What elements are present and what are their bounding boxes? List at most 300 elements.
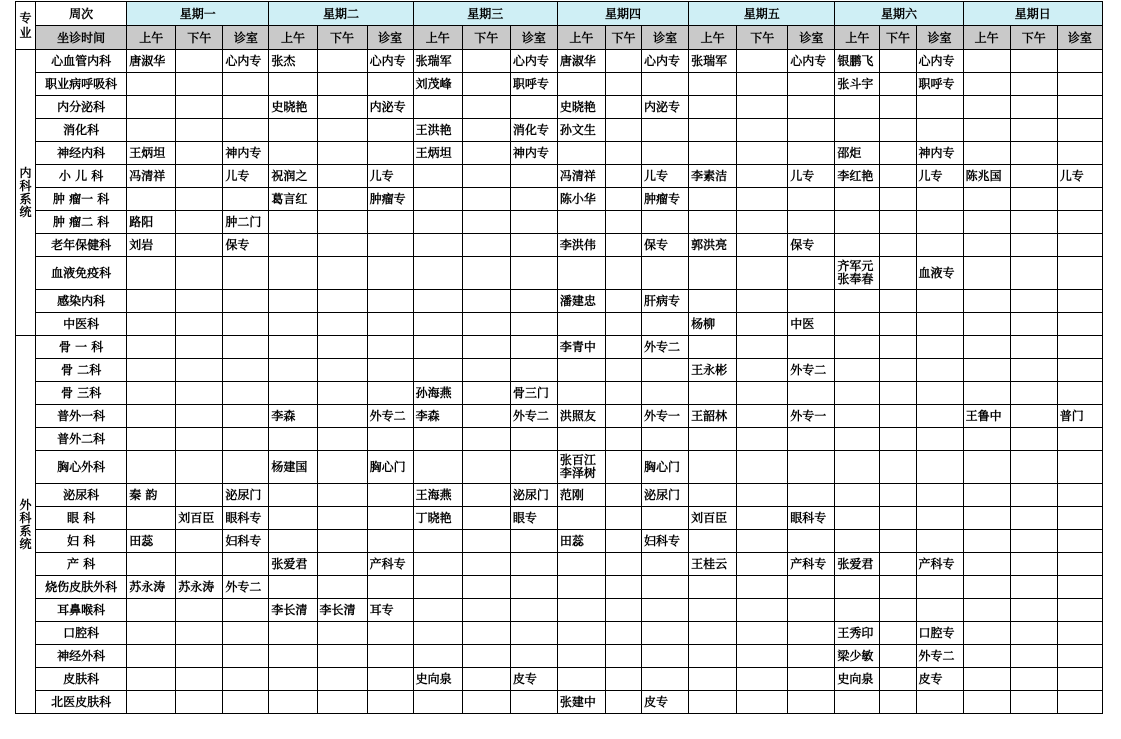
doctor-cell-am	[269, 234, 317, 257]
doctor-cell-pm	[737, 313, 788, 336]
header-day-5: 星期五	[689, 2, 835, 26]
doctor-cell-pm	[605, 165, 641, 188]
clinic-room-cell	[1057, 507, 1102, 530]
doctor-cell-pm	[317, 73, 367, 96]
doctor-cell-am	[963, 313, 1010, 336]
doctor-cell-am	[413, 530, 462, 553]
department-name: 消化科	[36, 119, 127, 142]
clinic-room-cell: 妇科专	[223, 530, 269, 553]
clinic-room-cell	[788, 142, 835, 165]
doctor-cell-am: 田蕊	[557, 530, 605, 553]
doctor-cell-pm	[605, 507, 641, 530]
doctor-cell-pm	[880, 73, 916, 96]
doctor-cell-am	[963, 645, 1010, 668]
doctor-cell-pm	[462, 691, 510, 714]
clinic-room-cell	[367, 234, 413, 257]
doctor-cell-am	[963, 691, 1010, 714]
doctor-cell-pm	[737, 188, 788, 211]
doctor-cell-pm	[176, 668, 223, 691]
clinic-room-cell: 心内专	[510, 50, 557, 73]
doctor-cell-pm	[737, 645, 788, 668]
clinic-room-cell: 外专二	[367, 405, 413, 428]
doctor-cell-am	[963, 119, 1010, 142]
doctor-cell-pm	[176, 691, 223, 714]
doctor-cell-pm	[880, 359, 916, 382]
clinic-room-cell	[642, 507, 689, 530]
doctor-cell-pm	[462, 119, 510, 142]
clinic-room-cell: 眼科专	[788, 507, 835, 530]
header-zhuanye: 专业	[16, 2, 36, 50]
doctor-cell-am	[127, 405, 176, 428]
doctor-cell-pm	[880, 234, 916, 257]
header-session-5-3: 诊室	[788, 26, 835, 50]
doctor-cell-am	[689, 119, 737, 142]
clinic-room-cell	[367, 507, 413, 530]
doctor-cell-pm	[605, 313, 641, 336]
clinic-room-cell: 胸心门	[367, 451, 413, 484]
doctor-cell-pm	[605, 119, 641, 142]
header-session-6-1: 上午	[835, 26, 880, 50]
clinic-room-cell: 产科专	[367, 553, 413, 576]
doctor-cell-am	[689, 290, 737, 313]
doctor-cell-pm	[605, 257, 641, 290]
doctor-cell-am: 王桂云	[689, 553, 737, 576]
clinic-room-cell: 外专二	[510, 405, 557, 428]
clinic-room-cell	[510, 576, 557, 599]
table-row	[16, 188, 1103, 211]
doctor-cell-pm	[317, 257, 367, 290]
doctor-name: 张百江	[559, 453, 596, 467]
doctor-cell-pm	[880, 451, 916, 484]
clinic-room-cell	[223, 359, 269, 382]
doctor-cell-pm	[1010, 50, 1057, 73]
doctor-cell-pm	[605, 234, 641, 257]
doctor-cell-pm	[880, 507, 916, 530]
doctor-cell-am	[835, 336, 880, 359]
doctor-cell-am	[127, 257, 176, 290]
system-label-neike: 内科系统	[16, 50, 36, 336]
doctor-cell-pm: 李长清	[317, 599, 367, 622]
clinic-room-cell	[223, 405, 269, 428]
doctor-cell-am	[269, 484, 317, 507]
clinic-room-cell: 血液专	[916, 257, 963, 290]
doctor-cell-am	[963, 484, 1010, 507]
clinic-room-cell	[367, 668, 413, 691]
clinic-room-cell	[916, 599, 963, 622]
department-name: 皮肤科	[36, 668, 127, 691]
clinic-room-cell	[510, 96, 557, 119]
doctor-cell-pm	[605, 576, 641, 599]
clinic-room-cell	[1057, 313, 1102, 336]
doctor-cell-am	[689, 336, 737, 359]
doctor-cell-am	[557, 382, 605, 405]
doctor-cell-pm	[605, 96, 641, 119]
clinic-room-cell	[642, 142, 689, 165]
clinic-room-cell	[223, 188, 269, 211]
doctor-cell-pm	[317, 313, 367, 336]
doctor-cell-pm	[737, 622, 788, 645]
clinic-room-cell: 心内专	[916, 50, 963, 73]
clinic-room-cell: 外专二	[642, 336, 689, 359]
clinic-room-cell	[510, 188, 557, 211]
doctor-cell-am	[127, 382, 176, 405]
clinic-room-cell	[1057, 645, 1102, 668]
department-name: 肿 瘤一 科	[36, 188, 127, 211]
doctor-cell-pm	[176, 257, 223, 290]
header-session-4-2: 下午	[605, 26, 641, 50]
doctor-cell-pm	[605, 530, 641, 553]
table-row	[16, 165, 1103, 188]
doctor-cell-pm	[176, 405, 223, 428]
doctor-cell-am	[835, 405, 880, 428]
doctor-cell-am: 李长清	[269, 599, 317, 622]
doctor-cell-pm	[737, 73, 788, 96]
clinic-room-cell	[367, 576, 413, 599]
clinic-room-cell: 胸心门	[642, 451, 689, 484]
doctor-cell-am	[835, 211, 880, 234]
doctor-cell-pm	[176, 428, 223, 451]
clinic-room-cell	[223, 313, 269, 336]
doctor-cell-pm	[605, 359, 641, 382]
clinic-room-cell	[367, 382, 413, 405]
clinic-room-cell	[642, 73, 689, 96]
doctor-cell-am	[413, 165, 462, 188]
department-name: 泌尿科	[36, 484, 127, 507]
doctor-cell-am	[689, 428, 737, 451]
doctor-cell-am	[127, 119, 176, 142]
doctor-cell-pm	[605, 484, 641, 507]
clinic-room-cell	[642, 576, 689, 599]
doctor-cell-pm	[605, 645, 641, 668]
doctor-cell-am: 丁晓艳	[413, 507, 462, 530]
clinic-room-cell	[367, 313, 413, 336]
doctor-cell-pm	[462, 507, 510, 530]
clinic-room-cell	[642, 313, 689, 336]
clinic-room-cell: 儿专	[223, 165, 269, 188]
department-name: 耳鼻喉科	[36, 599, 127, 622]
doctor-cell-pm	[1010, 290, 1057, 313]
clinic-room-cell	[223, 336, 269, 359]
doctor-name: 齐军元	[837, 259, 874, 273]
clinic-room-cell	[642, 359, 689, 382]
doctor-cell-pm	[317, 451, 367, 484]
table-row	[16, 336, 1103, 359]
doctor-cell-pm	[1010, 73, 1057, 96]
doctor-cell-pm	[737, 165, 788, 188]
doctor-cell-am: 刘岩	[127, 234, 176, 257]
clinic-room-cell	[223, 119, 269, 142]
clinic-room-cell	[1057, 691, 1102, 714]
department-name: 骨 三科	[36, 382, 127, 405]
doctor-cell-pm	[1010, 622, 1057, 645]
clinic-room-cell	[916, 530, 963, 553]
doctor-cell-pm	[462, 359, 510, 382]
doctor-cell-am	[963, 142, 1010, 165]
department-name: 中医科	[36, 313, 127, 336]
table-row	[16, 645, 1103, 668]
doctor-cell-am: 史晓艳	[269, 96, 317, 119]
clinic-room-cell: 儿专	[642, 165, 689, 188]
table-row	[16, 234, 1103, 257]
doctor-cell-pm	[737, 336, 788, 359]
clinic-room-cell	[1057, 234, 1102, 257]
doctor-cell-am	[413, 451, 462, 484]
doctor-cell-am	[269, 622, 317, 645]
doctor-cell-pm	[1010, 645, 1057, 668]
clinic-room-cell: 妇科专	[642, 530, 689, 553]
clinic-room-cell: 保专	[223, 234, 269, 257]
clinic-room-cell	[642, 553, 689, 576]
doctor-cell-am: 祝润之	[269, 165, 317, 188]
clinic-room-cell	[916, 451, 963, 484]
doctor-name: 李泽树	[559, 466, 596, 480]
doctor-cell-am	[127, 359, 176, 382]
doctor-cell-am: 张爱君	[269, 553, 317, 576]
doctor-cell-pm	[737, 691, 788, 714]
clinic-room-cell	[642, 622, 689, 645]
doctor-cell-pm	[462, 451, 510, 484]
clinic-room-cell	[367, 530, 413, 553]
clinic-room-cell	[1057, 359, 1102, 382]
doctor-cell-pm	[605, 73, 641, 96]
clinic-room-cell	[916, 211, 963, 234]
doctor-cell-am	[835, 359, 880, 382]
clinic-room-cell: 职呼专	[510, 73, 557, 96]
header-row-sessions	[16, 26, 1103, 50]
doctor-cell-am	[127, 668, 176, 691]
clinic-room-cell: 儿专	[367, 165, 413, 188]
doctor-cell-am	[835, 257, 880, 290]
doctor-cell-am: 路阳	[127, 211, 176, 234]
doctor-cell-am	[127, 691, 176, 714]
clinic-room-cell	[367, 428, 413, 451]
doctor-cell-pm	[880, 290, 916, 313]
clinic-room-cell	[367, 359, 413, 382]
table-row	[16, 599, 1103, 622]
header-session-6-3: 诊室	[916, 26, 963, 50]
doctor-cell-am	[963, 622, 1010, 645]
doctor-cell-am: 唐淑华	[557, 50, 605, 73]
clinic-room-cell	[916, 119, 963, 142]
clinic-room-cell	[1057, 96, 1102, 119]
clinic-room-cell	[788, 645, 835, 668]
doctor-cell-am: 秦 韵	[127, 484, 176, 507]
clinic-room-cell	[788, 257, 835, 290]
doctor-cell-am: 王秀印	[835, 622, 880, 645]
doctor-cell-pm	[317, 484, 367, 507]
clinic-room-cell: 外专一	[642, 405, 689, 428]
doctor-cell-am	[127, 313, 176, 336]
doctor-cell-pm	[880, 211, 916, 234]
doctor-cell-pm	[737, 553, 788, 576]
department-name: 胸心外科	[36, 451, 127, 484]
doctor-cell-am	[963, 73, 1010, 96]
doctor-cell-pm	[880, 428, 916, 451]
doctor-cell-pm	[462, 336, 510, 359]
doctor-cell-pm	[605, 336, 641, 359]
clinic-room-cell: 外专二	[788, 359, 835, 382]
doctor-cell-pm	[317, 142, 367, 165]
doctor-cell-am	[689, 622, 737, 645]
doctor-cell-am	[835, 691, 880, 714]
clinic-room-cell	[788, 530, 835, 553]
clinic-room-cell	[1057, 576, 1102, 599]
doctor-cell-am	[269, 507, 317, 530]
doctor-cell-pm	[176, 50, 223, 73]
doctor-cell-am	[689, 530, 737, 553]
table-row	[16, 507, 1103, 530]
doctor-cell-am	[689, 142, 737, 165]
doctor-cell-am	[413, 622, 462, 645]
clinic-room-cell: 泌尿门	[642, 484, 689, 507]
doctor-cell-am: 王永彬	[689, 359, 737, 382]
doctor-cell-am	[269, 73, 317, 96]
doctor-cell-pm	[737, 142, 788, 165]
doctor-cell-pm	[1010, 257, 1057, 290]
table-row	[16, 691, 1103, 714]
clinic-room-cell	[1057, 484, 1102, 507]
doctor-cell-pm	[880, 668, 916, 691]
clinic-room-cell: 皮专	[916, 668, 963, 691]
doctor-cell-am	[127, 507, 176, 530]
doctor-cell-am	[269, 290, 317, 313]
doctor-cell-am	[557, 599, 605, 622]
doctor-cell-am: 张斗宇	[835, 73, 880, 96]
doctor-cell-am	[963, 599, 1010, 622]
clinic-room-cell	[223, 553, 269, 576]
clinic-room-cell	[510, 599, 557, 622]
doctor-cell-pm	[176, 336, 223, 359]
doctor-cell-pm	[737, 96, 788, 119]
clinic-room-cell	[510, 290, 557, 313]
department-name: 普外一科	[36, 405, 127, 428]
doctor-cell-pm	[1010, 96, 1057, 119]
clinic-room-cell: 保专	[788, 234, 835, 257]
doctor-cell-am	[127, 553, 176, 576]
department-name: 北医皮肤科	[36, 691, 127, 714]
doctor-cell-am	[835, 382, 880, 405]
header-session-2-1: 上午	[269, 26, 317, 50]
doctor-cell-pm	[1010, 553, 1057, 576]
clinic-room-cell	[788, 576, 835, 599]
header-session-4-3: 诊室	[642, 26, 689, 50]
doctor-cell-pm	[1010, 451, 1057, 484]
doctor-cell-am: 王炳坦	[127, 142, 176, 165]
clinic-room-cell	[788, 668, 835, 691]
doctor-cell-am	[269, 691, 317, 714]
header-day-1: 星期一	[127, 2, 269, 26]
doctor-cell-am: 邵炬	[835, 142, 880, 165]
doctor-cell-pm	[880, 622, 916, 645]
doctor-cell-pm	[737, 382, 788, 405]
clinic-room-cell	[223, 622, 269, 645]
doctor-cell-pm	[605, 428, 641, 451]
clinic-room-cell	[367, 119, 413, 142]
doctor-cell-pm	[1010, 428, 1057, 451]
clinic-room-cell	[510, 165, 557, 188]
doctor-cell-am	[269, 382, 317, 405]
doctor-cell-pm	[1010, 668, 1057, 691]
doctor-cell-am: 王海燕	[413, 484, 462, 507]
table-row	[16, 428, 1103, 451]
clinic-room-cell	[510, 428, 557, 451]
doctor-cell-am	[835, 507, 880, 530]
doctor-cell-pm	[1010, 165, 1057, 188]
header-session-3-1: 上午	[413, 26, 462, 50]
doctor-cell-pm	[462, 484, 510, 507]
doctor-cell-pm	[176, 382, 223, 405]
doctor-cell-am	[557, 507, 605, 530]
clinic-room-cell	[1057, 382, 1102, 405]
doctor-name: 张奉春	[837, 272, 874, 286]
doctor-cell-am	[963, 530, 1010, 553]
clinic-room-cell: 皮专	[642, 691, 689, 714]
doctor-cell-pm	[737, 211, 788, 234]
doctor-cell-am	[689, 211, 737, 234]
table-row	[16, 451, 1103, 484]
clinic-room-cell	[788, 211, 835, 234]
doctor-cell-am: 苏永涛	[127, 576, 176, 599]
clinic-room-cell	[223, 691, 269, 714]
doctor-cell-am: 孙文生	[557, 119, 605, 142]
clinic-room-cell: 眼科专	[223, 507, 269, 530]
clinic-room-cell: 儿专	[788, 165, 835, 188]
header-day-6: 星期六	[835, 2, 963, 26]
doctor-cell-pm	[317, 428, 367, 451]
doctor-cell-pm	[176, 73, 223, 96]
doctor-cell-pm	[317, 507, 367, 530]
doctor-cell-pm	[605, 290, 641, 313]
doctor-cell-pm	[737, 668, 788, 691]
department-name: 产 科	[36, 553, 127, 576]
clinic-room-cell	[223, 96, 269, 119]
doctor-cell-pm	[737, 599, 788, 622]
clinic-room-cell: 普门	[1057, 405, 1102, 428]
doctor-cell-pm	[737, 119, 788, 142]
doctor-cell-pm	[462, 142, 510, 165]
clinic-room-cell	[510, 645, 557, 668]
doctor-cell-pm	[1010, 313, 1057, 336]
doctor-cell-pm	[605, 691, 641, 714]
clinic-room-cell: 心内专	[367, 50, 413, 73]
clinic-room-cell: 心内专	[223, 50, 269, 73]
clinic-room-cell	[1057, 622, 1102, 645]
doctor-cell-am: 张爱君	[835, 553, 880, 576]
doctor-cell-am	[835, 96, 880, 119]
doctor-cell-am: 冯清祥	[127, 165, 176, 188]
doctor-cell-pm	[462, 290, 510, 313]
doctor-cell-pm	[317, 645, 367, 668]
clinic-room-cell	[223, 382, 269, 405]
department-name: 感染内科	[36, 290, 127, 313]
doctor-cell-am: 史向泉	[413, 668, 462, 691]
clinic-room-cell: 口腔专	[916, 622, 963, 645]
header-day-3: 星期三	[413, 2, 557, 26]
doctor-cell-am	[963, 576, 1010, 599]
clinic-room-cell	[367, 484, 413, 507]
doctor-cell-pm	[462, 257, 510, 290]
doctor-cell-pm	[176, 165, 223, 188]
department-name: 骨 一 科	[36, 336, 127, 359]
doctor-cell-am	[963, 336, 1010, 359]
doctor-cell-am: 李洪伟	[557, 234, 605, 257]
doctor-cell-am	[557, 553, 605, 576]
doctor-cell-am	[835, 313, 880, 336]
doctor-cell-pm	[880, 96, 916, 119]
clinic-room-cell	[510, 451, 557, 484]
doctor-cell-am	[269, 645, 317, 668]
doctor-cell-am	[689, 382, 737, 405]
